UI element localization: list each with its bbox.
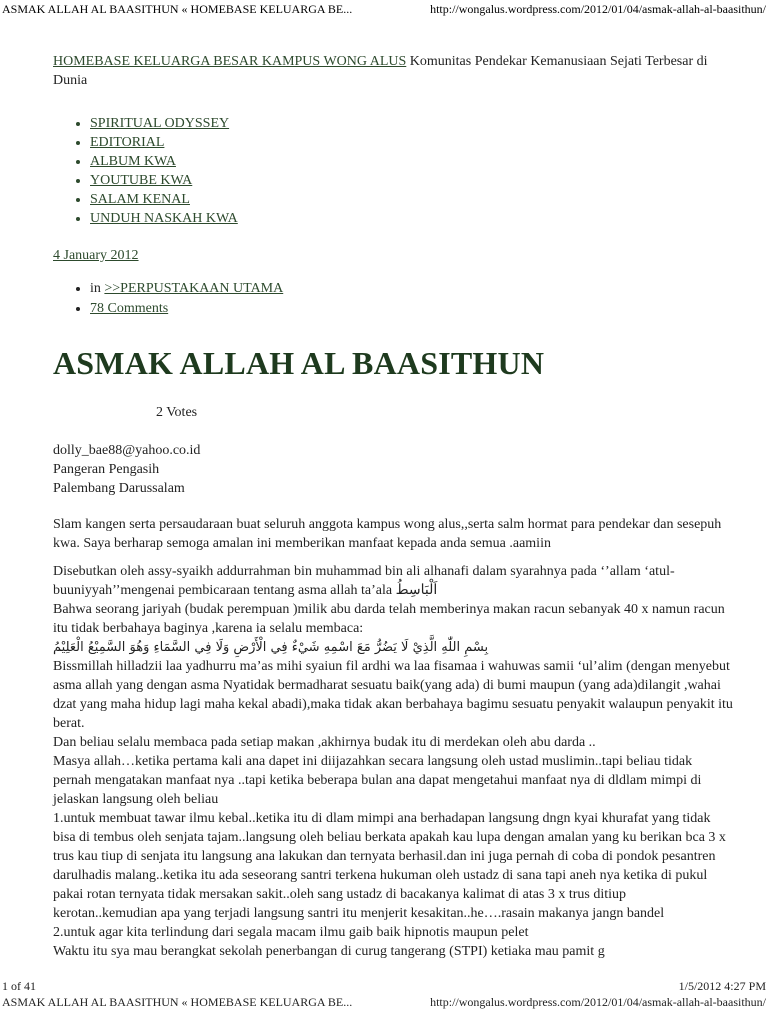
print-page-title: ASMAK ALLAH AL BAASITHUN « HOMEBASE KELUARGA BE...: [2, 2, 353, 16]
nav-item-album-kwa: [90, 152, 733, 171]
site-name-link[interactable]: HOMEBASE KELUARGA BESAR KAMPUS WONG ALUS: [53, 54, 407, 69]
votes-count: 2 Votes: [156, 405, 198, 420]
page-count: 1 of 41: [2, 979, 36, 993]
body-paragraph: Bissmillah hilladzii laa yadhurru ma’as mihi syaiun fil ardhi wa laa fisamaa i wahuwas samii ‘ul’alim (dengan menyebut asma allah yang dengan asma Nyatidak bermadharat sesuatu baik(yang ada) di bumi maupun (yang ada)dilangit ,wahai dzat yang maha hidup lagi maha kekal abadi),maka tidak akan berbahaya bagimu sesuatu penyakit walaupun penyakit itu berat.: [53, 659, 733, 731]
site-tagline: Komunitas Pendekar Kemanusiaan Sejati Terbesar di Dunia: [53, 54, 708, 88]
main-nav: [53, 114, 733, 228]
nav-item-spiritual-odyssey: [90, 114, 733, 133]
nav-link-youtube-kwa[interactable]: YOUTUBE KWA: [90, 173, 193, 188]
nav-link-editorial[interactable]: EDITORIAL: [90, 135, 165, 150]
print-footer: [0, 978, 768, 994]
nav-item-salam-kenal: [90, 190, 733, 209]
body-paragraph: Waktu itu sya mau berangkat sekolah penerbangan di curug tangerang (STPI) ketiaka mau pamit g: [53, 944, 605, 959]
nav-item-youtube-kwa: [90, 171, 733, 190]
post-date: [53, 246, 733, 265]
body-paragraph: Masya allah…ketika pertama kali ana dapet ini diijazahkan secara langsung oleh ustad muslimin..tapi beliau tidak pernah mengatakan manfaat nya ..tapi ketika beberapa bulan ana dapat mengetahui manfaat nya di dldlam mimpi di jelaskan langsung oleh beliau: [53, 754, 702, 807]
site-header: [53, 52, 733, 90]
body-paragraph: 1.untuk membuat tawar ilmu kebal..ketika itu di dlam mimpi ana berhadapan langsung dngn kyai khurafat yang tidak bisa di tembus oleh senjata tajam..langsung oleh beliau berkata apakah kau lupa dengan amalan yang ku berikan bca 3 x trus kau tiup di senjata itu langsung ana lakukan dan ternyata berhasil.dan ini juga pernah di coba di pondok pesantren darulhadis malang..ketika itu ada seseorang santri terkena hukuman oleh ustadz di sana tapi aneh nya ketika di pukul pakai rotan ternyata tidak mersakan sakit..oleh sang ustadz di bacakanya kalimat di atas 3 x trus ditiup kerotan..kemudian apa yang terjadi langsung santri itu menjerit kesakitan..he….rasain makanya jangn bandel: [53, 811, 726, 921]
post-date-link[interactable]: 4 January 2012: [53, 248, 139, 263]
post-category-item: [90, 279, 733, 299]
category-link[interactable]: >>PERPUSTAKAAN UTAMA: [104, 281, 284, 296]
post-body: [53, 515, 733, 961]
nav-link-salam-kenal[interactable]: SALAM KENAL: [90, 192, 190, 207]
body-paragraph: Dan beliau selalu membaca pada setiap makan ,akhirnya budak itu di merdekan oleh abu darda ..: [53, 735, 596, 750]
author-email: dolly_bae88@yahoo.co.id: [53, 443, 201, 458]
nav-item-unduh-naskah: [90, 209, 733, 228]
body-paragraph: Bahwa seorang jariyah (budak perempuan )milik abu darda telah memberinya makan racun sebanyak 40 x namun racun itu tidak berbahaya baginya ,karena ia selalu membaca:: [53, 602, 725, 636]
post-comments-item: [90, 299, 733, 319]
nav-link-spiritual-odyssey[interactable]: SPIRITUAL ODYSSEY: [90, 116, 230, 131]
post-title: ASMAK ALLAH AL BAASITHUN: [53, 345, 545, 381]
page-content: [53, 52, 733, 961]
body-paragraph: Disebutkan oleh assy-syaikh addurrahman bin muhammad bin ali alhanafi dalam syarahnya pada ‘’allam ‘atul-buuniyyah’’mengenai pembicaraan tentang asma allah ta’ala اَلْبَاسِطُ: [53, 564, 675, 598]
body-paragraph: 2.untuk agar kita terlindung dari segala macam ilmu gaib baik hipnotis maupun pelet: [53, 925, 529, 940]
print-url: http://wongalus.wordpress.com/2012/01/04/asmak-allah-al-baasithun/: [430, 2, 766, 16]
print-datetime: 1/5/2012 4:27 PM: [678, 979, 766, 993]
nav-link-unduh-naskah[interactable]: UNDUH NASKAH KWA: [90, 211, 238, 226]
post-meta: [53, 279, 733, 319]
nav-link-album-kwa[interactable]: ALBUM KWA: [90, 154, 176, 169]
author-block: [53, 441, 733, 498]
body-paragraph: Slam kangen serta persaudaraan buat seluruh anggota kampus wong alus,,serta salm hormat para pendekar dan sesepuh kwa. Saya berharap semoga amalan ini memberikan manfaat kepada anda semua .aamiin: [53, 517, 722, 551]
nav-item-editorial: [90, 133, 733, 152]
print-header: [0, 0, 768, 16]
arabic-verse: بِسْمِ اللّٰهِ الَّذِيْ لَا يَضُرُّ مَعَ اسْمِهِ شَيْءٌ فِي الْأَرْضِ وَلَا فِي السَّمَاءِ وَهُوَ السَّمِيْعُ الْعَلِيْمُ: [53, 640, 489, 655]
author-location: Palembang Darussalam: [53, 481, 185, 496]
author-name: Pangeran Pengasih: [53, 462, 160, 477]
print-url: http://wongalus.wordpress.com/2012/01/04/asmak-allah-al-baasithun/: [430, 995, 766, 1009]
print-header-next-page: [0, 994, 768, 1010]
print-page-title: ASMAK ALLAH AL BAASITHUN « HOMEBASE KELUARGA BE...: [2, 995, 353, 1009]
category-prefix: in: [90, 281, 105, 296]
comments-link[interactable]: 78 Comments: [90, 301, 169, 316]
